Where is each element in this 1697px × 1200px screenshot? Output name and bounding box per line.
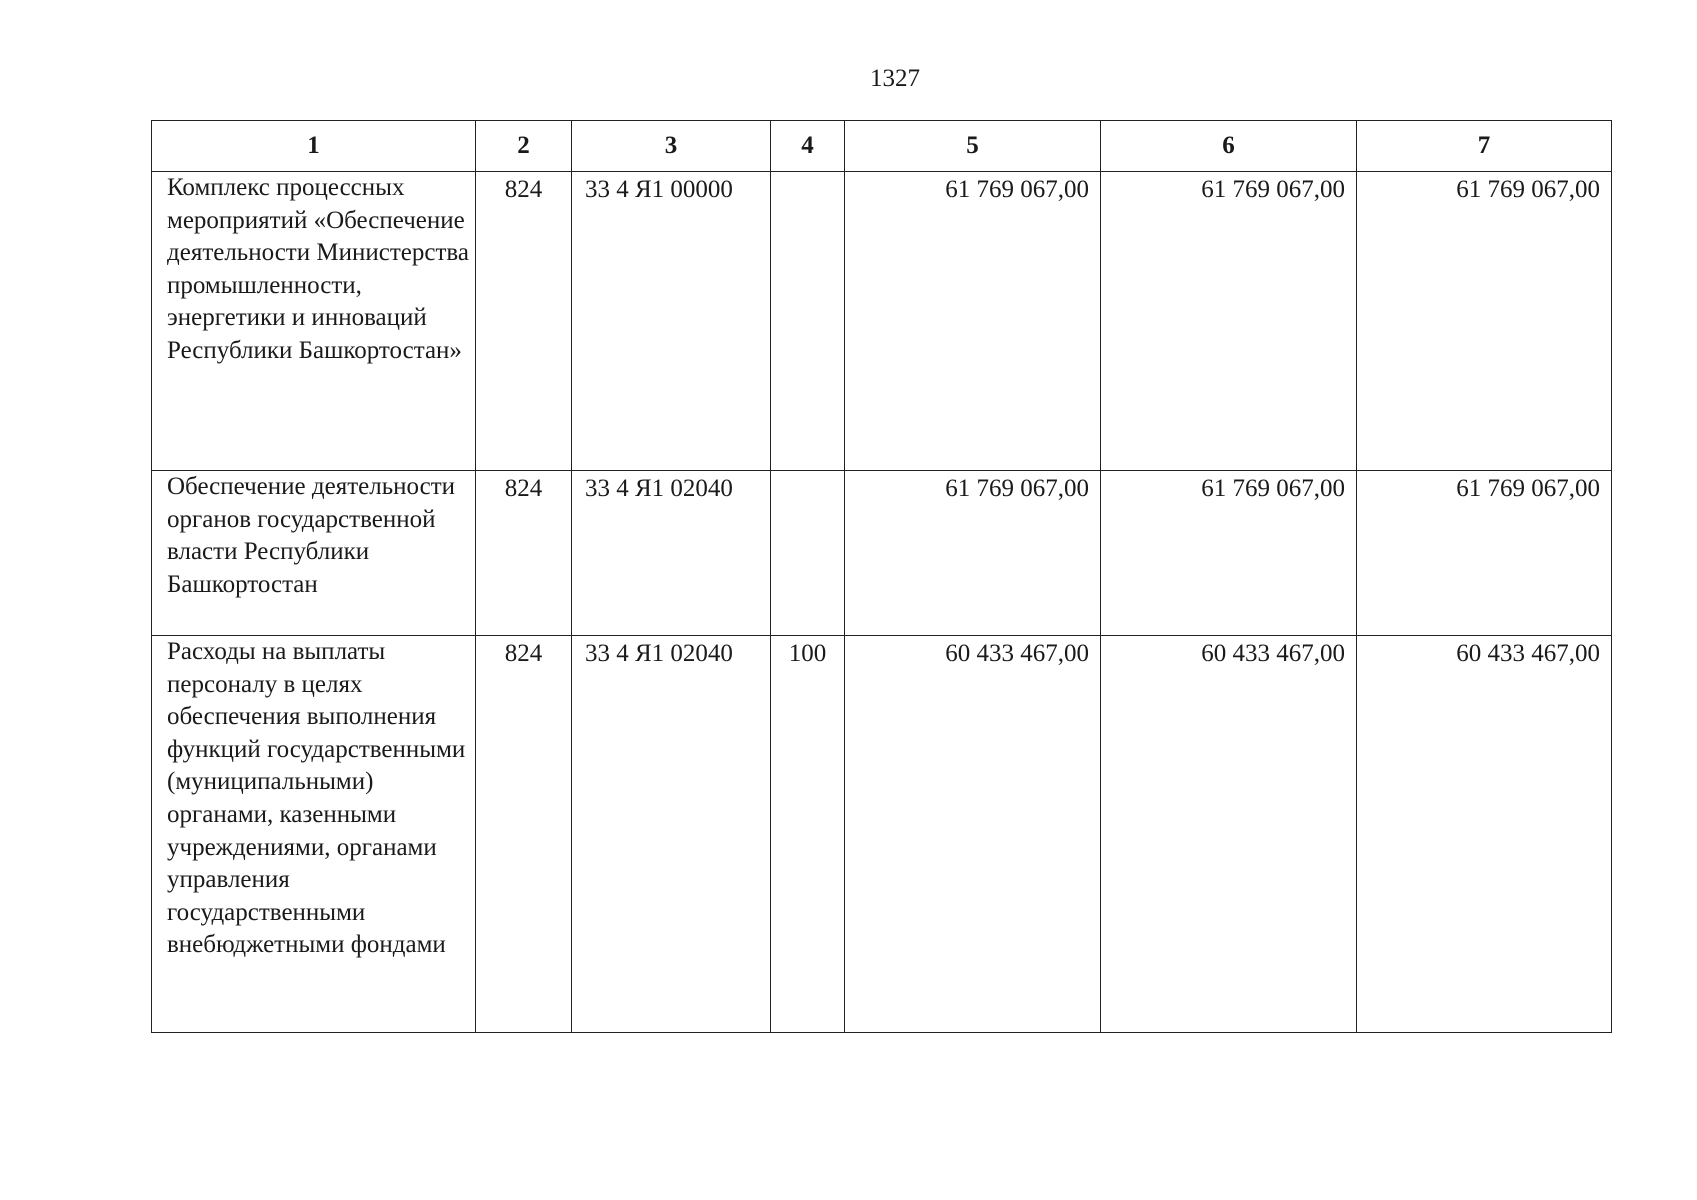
row-csr: 33 4 Я1 02040	[572, 471, 771, 636]
row-sum-1: 61 769 067,00	[845, 471, 1101, 636]
column-header-2: 2	[476, 121, 572, 172]
row-sum-1: 61 769 067,00	[845, 172, 1101, 471]
table-row	[152, 471, 1612, 636]
row-vr	[771, 172, 845, 471]
column-header-3: 3	[572, 121, 771, 172]
column-header-6: 6	[1101, 121, 1357, 172]
row-sum-2: 61 769 067,00	[1101, 172, 1357, 471]
row-name: Расходы на выплаты персоналу в целях обеспечения выполнения функций государственными (муниципальными) органами, казенными учреждениями, органами управления государственными внебюджетными фондами	[152, 636, 476, 1033]
column-header-7: 7	[1357, 121, 1612, 172]
budget-table	[151, 120, 1612, 1033]
column-header-1: 1	[152, 121, 476, 172]
row-vr: 100	[771, 636, 845, 1033]
row-grbs: 824	[476, 636, 572, 1033]
table-row	[152, 636, 1612, 1033]
row-csr: 33 4 Я1 02040	[572, 636, 771, 1033]
column-header-5: 5	[845, 121, 1101, 172]
table-row	[152, 172, 1612, 471]
row-sum-3: 61 769 067,00	[1357, 172, 1612, 471]
row-sum-2: 60 433 467,00	[1101, 636, 1357, 1033]
row-grbs: 824	[476, 471, 572, 636]
row-vr	[771, 471, 845, 636]
column-header-4: 4	[771, 121, 845, 172]
row-sum-3: 61 769 067,00	[1357, 471, 1612, 636]
row-name: Обеспечение деятельности органов государственной власти Республики Башкортостан	[152, 471, 476, 636]
page-number: 1327	[870, 65, 920, 92]
row-sum-1: 60 433 467,00	[845, 636, 1101, 1033]
row-sum-2: 61 769 067,00	[1101, 471, 1357, 636]
table-header-row	[152, 121, 1612, 172]
row-grbs: 824	[476, 172, 572, 471]
row-sum-3: 60 433 467,00	[1357, 636, 1612, 1033]
row-csr: 33 4 Я1 00000	[572, 172, 771, 471]
row-name: Комплекс процессных мероприятий «Обеспечение деятельности Министерства промышленности, энергетики и инноваций Республики Башкортостан»	[152, 172, 476, 471]
